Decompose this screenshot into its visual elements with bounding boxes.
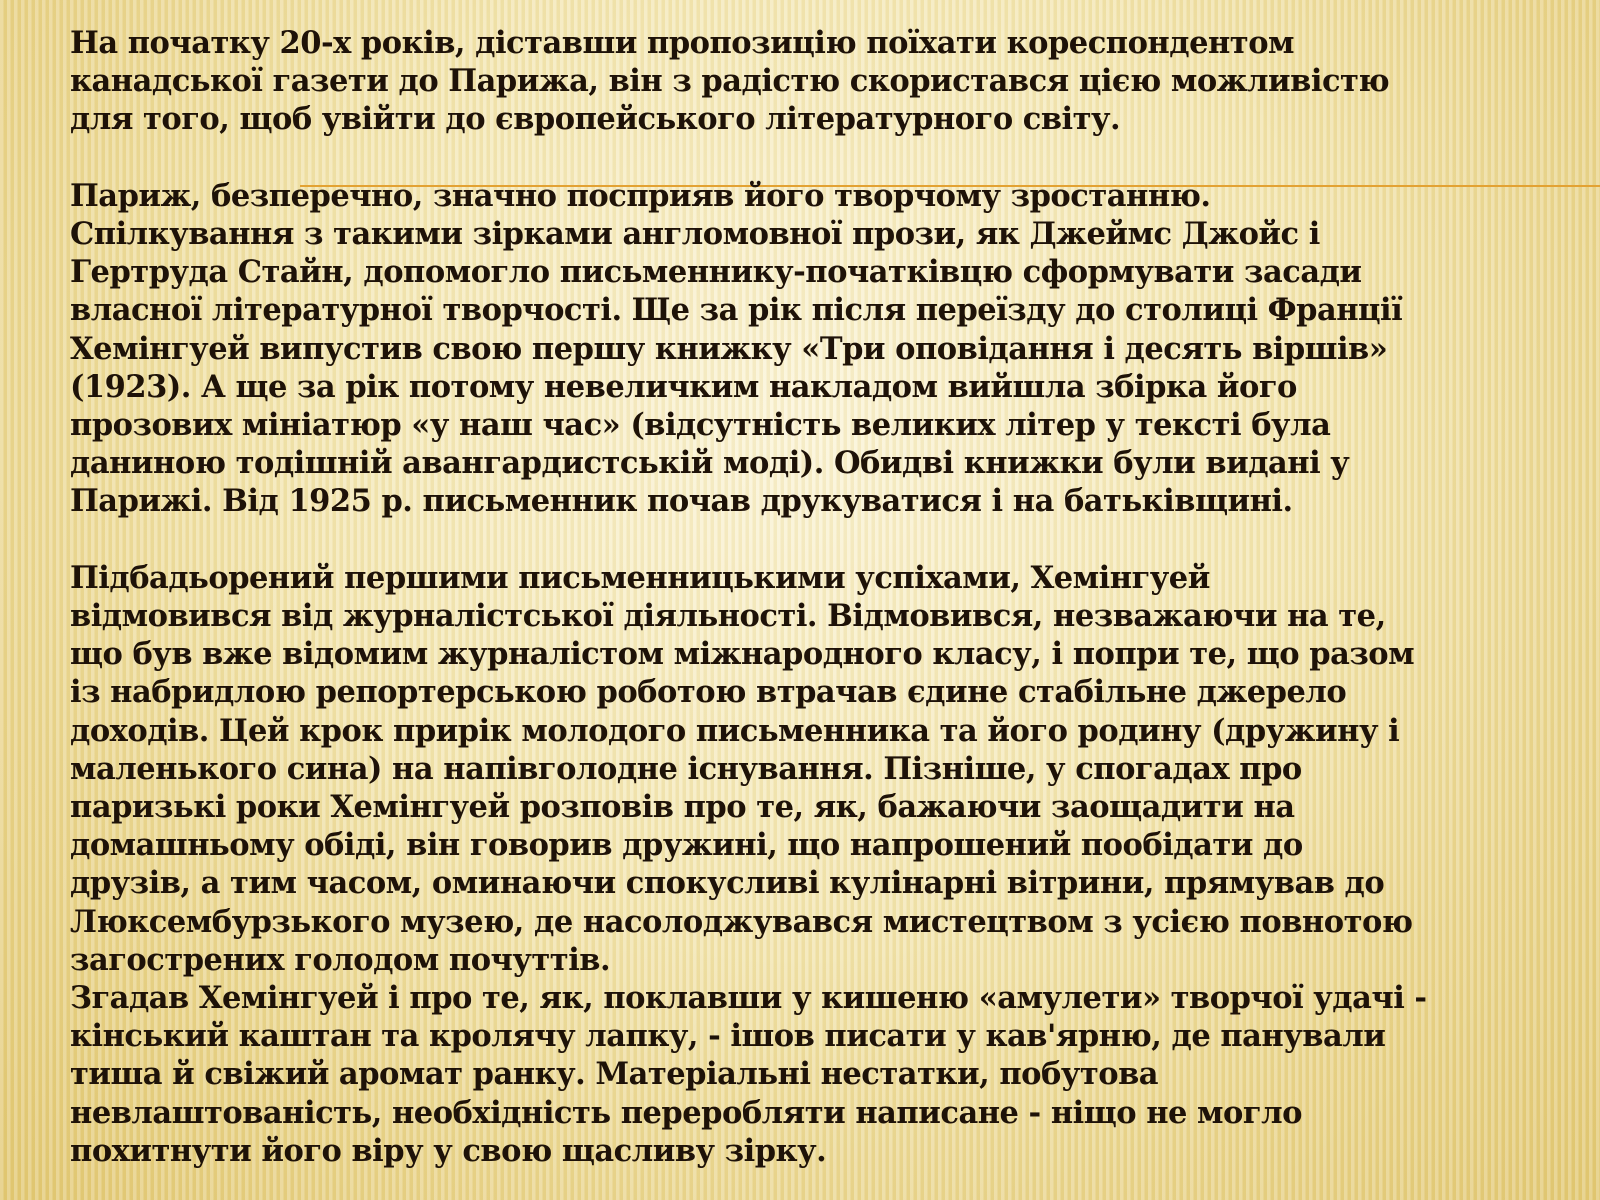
paragraph-1 [70,24,1580,139]
text-line: для того, щоб увійти до європейського літературного світу. [70,101,1121,138]
text-line: маленького сина) на напівголодне існування. Пізніше, у спогадах про [70,750,1302,787]
text-line: Хемінгуей випустив свою першу книжку «Три оповідання і десять віршів» [70,330,1388,367]
text-line: похитнути його віру у свою щасливу зірку. [70,1132,827,1169]
text-line: Гертруда Стайн, допомогло письменнику-початківцю сформувати засади [70,254,1362,291]
slide-body-text [70,24,1580,1170]
text-line: паризькі роки Хемінгуей розповів про те, як, бажаючи заощадити на [70,789,1295,826]
text-line: невлаштованість, необхідність переробляти написане - ніщо не могло [70,1094,1302,1131]
text-line: Люксембурзького музею, де насолоджувався мистецтвом з усією повнотою [70,903,1413,940]
paragraph-2 [70,177,1580,521]
paragraph-spacer [70,139,1580,177]
text-line: тиша й свіжий аромат ранку. Матеріальні нестатки, побутова [70,1056,1159,1093]
text-line: Парижі. Від 1925 р. письменник почав друкуватися і на батьківщині. [70,483,1293,520]
text-line: На початку 20-х років, діставши пропозицію поїхати кореспондентом [70,25,1295,61]
text-line: даниною тодішній авангардистській моді). Обидві книжки були видані у [70,445,1350,482]
paragraph-spacer [70,521,1580,559]
text-line: прозових мініатюр «у наш час» (відсутність великих літер у тексті була [70,407,1331,444]
text-line: канадської газети до Парижа, він з радістю скористався цією можливістю [70,63,1390,100]
text-line: кінський каштан та кролячу лапку, - ішов писати у кав'ярню, де панували [70,1018,1386,1055]
text-line: Підбадьорений першими письменницькими успіхами, Хемінгуей [70,559,1210,596]
text-line: домашньому обіді, він говорив дружині, що напрошений пообідати до [70,827,1303,864]
text-line: загострених голодом почуттів. [70,941,611,978]
paragraph-3 [70,559,1580,1170]
text-line: Згадав Хемінгуей і про те, як, поклавши у кишеню «амулети» творчої удачі - [70,980,1427,1017]
text-line: із набридлою репортерською роботою втрачав єдине стабільне джерело [70,674,1347,711]
text-line: Париж, безперечно, значно посприяв його творчому зростанню. [70,177,1211,214]
text-line: що був вже відомим журналістом міжнародного класу, і попри те, що разом [70,636,1415,673]
text-line: (1923). А ще за рік потому невеличким накладом вийшла збірка його [70,368,1297,405]
text-line: друзів, а тим часом, оминаючи спокусливі кулінарні вітрини, прямував до [70,865,1385,902]
text-line: Спілкування з такими зірками англомовної прози, як Джеймс Джойс і [70,216,1320,252]
text-line: власної літературної творчості. Ще за рік після переїзду до столиці Франції [70,292,1403,329]
text-line: доходів. Цей крок прирік молодого письменника та його родину (дружину і [70,712,1400,749]
text-line: відмовився від журналістської діяльності. Відмовився, незважаючи на те, [70,598,1386,635]
